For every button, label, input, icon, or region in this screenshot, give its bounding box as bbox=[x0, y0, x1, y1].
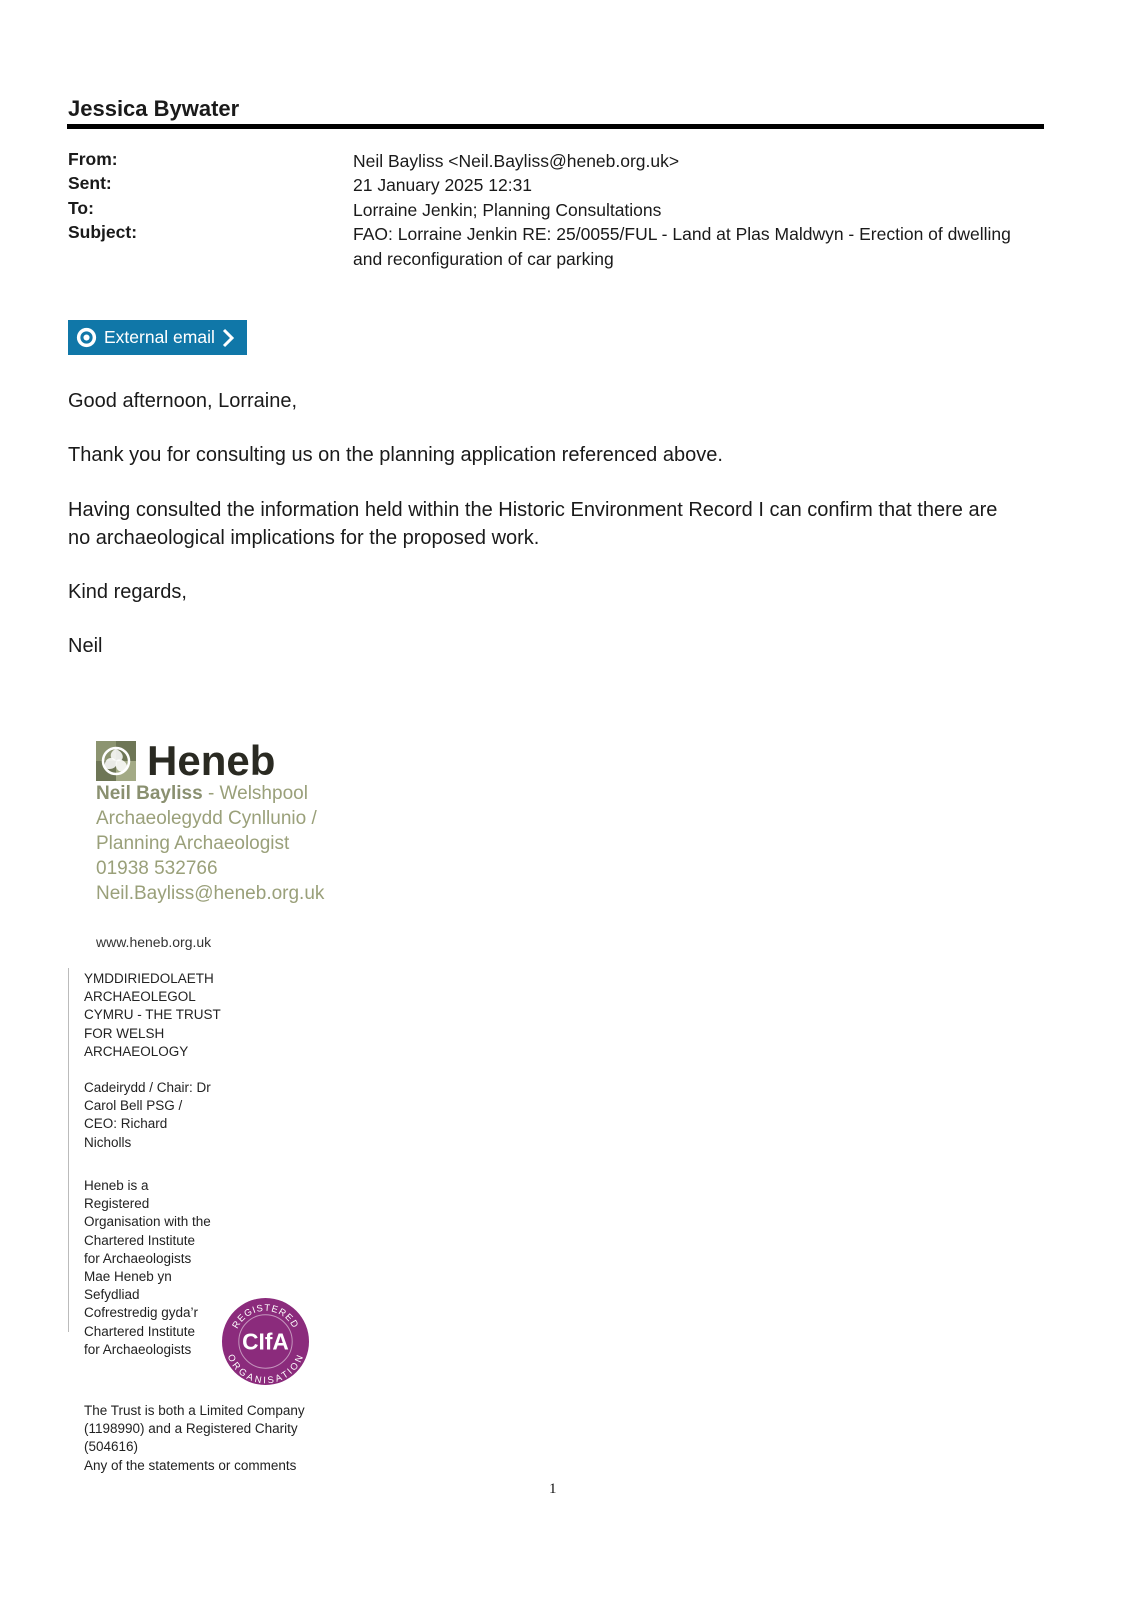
signature-location: - Welshpool bbox=[202, 783, 308, 804]
cifa-ring-top-text: REGISTERED bbox=[229, 1301, 302, 1331]
to-value: Lorraine Jenkin; Planning Consultations bbox=[353, 200, 662, 220]
signature-email[interactable]: Neil.Bayliss@heneb.org.uk bbox=[96, 883, 325, 904]
to-label: To: bbox=[68, 198, 94, 218]
external-email-icon bbox=[76, 327, 97, 348]
signature-name-line bbox=[96, 781, 308, 806]
from-label: From: bbox=[68, 149, 118, 169]
cifa-registered-organisation-badge bbox=[221, 1297, 310, 1386]
trust-name: YMDDIRIEDOLAETH ARCHAEOLEGOL CYMRU - THE TRUST FOR WELSH ARCHAEOLOGY bbox=[84, 971, 221, 1059]
from-value: Neil Bayliss <Neil.Bayliss@heneb.org.uk> bbox=[353, 151, 680, 171]
body-paragraph-1: Thank you for consulting us on the planning application referenced above. bbox=[68, 444, 723, 466]
body-paragraph-2: Having consulted the information held within the Historic Environment Record I can confirm that there are no archaeological implications for the proposed work. bbox=[68, 499, 998, 549]
heneb-triskele-icon bbox=[96, 741, 136, 781]
subject-label: Subject: bbox=[68, 222, 138, 242]
company-charity-text: The Trust is both a Limited Company (1198990) and a Registered Charity (504616) bbox=[84, 1403, 305, 1455]
signature-name: Neil Bayliss bbox=[96, 783, 203, 804]
cifa-badge-text: CIfA bbox=[242, 1328, 289, 1355]
website-link[interactable]: www.heneb.org.uk bbox=[96, 934, 212, 950]
signature-phone: 01938 532766 bbox=[96, 858, 218, 879]
signature-title-english: Planning Archaeologist bbox=[96, 833, 290, 854]
chair-info: Cadeirydd / Chair: Dr Carol Bell PSG / CEO: Richard Nicholls bbox=[84, 1080, 211, 1150]
chevron-right-icon bbox=[221, 327, 235, 349]
external-email-label: External email bbox=[104, 327, 215, 347]
sender-first-name: Neil bbox=[68, 635, 103, 657]
signature-title-welsh: Archaeolegydd Cynllunio / bbox=[96, 808, 317, 829]
footer-divider bbox=[68, 968, 69, 1332]
cifa-ring-bottom-text: ORGANISATION bbox=[225, 1352, 306, 1386]
subject-value: FAO: Lorraine Jenkin RE: 25/0055/FUL - Land at Plas Maldwyn - Erection of dwelling and reconfiguration of car parking bbox=[353, 224, 1011, 269]
sent-label: Sent: bbox=[68, 173, 112, 193]
external-email-banner[interactable] bbox=[68, 320, 247, 355]
heneb-logo-text: Heneb bbox=[147, 737, 276, 784]
heneb-logo bbox=[96, 737, 276, 784]
document-owner-name: Jessica Bywater bbox=[68, 96, 240, 121]
statements-text: Any of the statements or comments bbox=[84, 1458, 297, 1473]
header-rule bbox=[67, 124, 1044, 129]
sent-value: 21 January 2025 12:31 bbox=[353, 175, 533, 195]
greeting: Good afternoon, Lorraine, bbox=[68, 390, 298, 412]
closing: Kind regards, bbox=[68, 581, 187, 603]
page-number: 1 bbox=[549, 1481, 557, 1497]
registered-organisation-text: Heneb is a Registered Organisation with the Chartered Institute for Archaeologists Mae Heneb yn Sefydliad Cofrestredig gyda’r Chartered Institute for Archaeologists bbox=[84, 1178, 211, 1357]
